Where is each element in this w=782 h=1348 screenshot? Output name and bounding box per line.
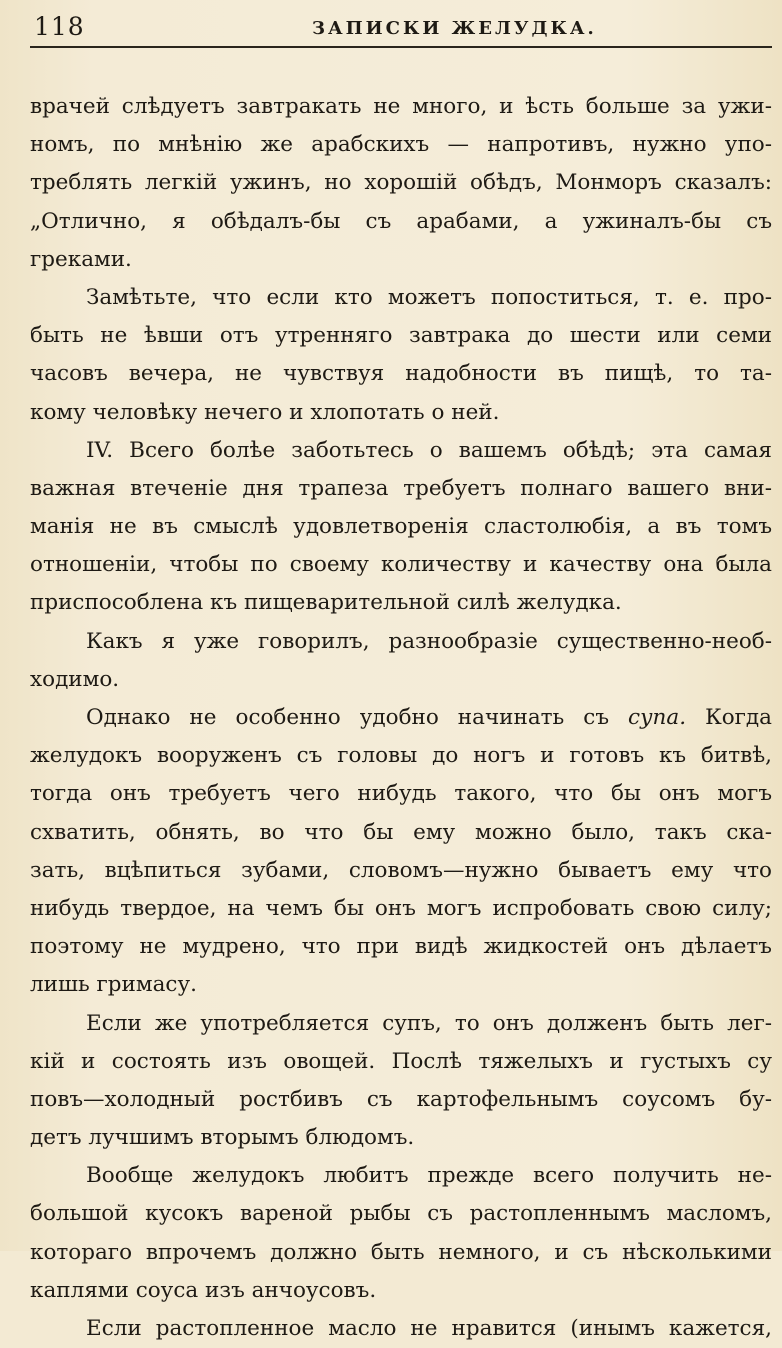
text-line: зать, вцѣпиться зубами, словомъ—нужно бываетъ ему что [30, 857, 772, 883]
body-text [30, 88, 772, 1348]
running-title: ЗАПИСКИ ЖЕЛУДКА. [312, 18, 597, 39]
italic-word: супа. [628, 705, 687, 730]
text-line: повъ—холодный ростбивъ съ картофельнымъ соусомъ бу- [30, 1086, 772, 1112]
text-line: быть не ѣвши отъ утренняго завтрака до шести или семи [30, 323, 772, 349]
text-line: IV. Всего болѣе заботьтесь о вашемъ обѣдѣ; эта самая [86, 437, 772, 463]
text-line-tail: Когда [686, 705, 772, 730]
text-line: врачей слѣдуетъ завтракать не много, и ѣсть больше за ужи- [30, 94, 772, 119]
text-line: поэтому не мудрено, что при видѣ жидкостей онъ дѣлаетъ [30, 934, 772, 960]
text-line: Вообще желудокъ любитъ прежде всего получить не- [86, 1163, 772, 1189]
text-line: отношеніи, чтобы по своему количеству и качеству она была [30, 552, 772, 578]
text-line: желудокъ вооруженъ съ головы до ногъ и готовъ къ битвѣ, [30, 743, 772, 769]
text-line: приспособлена къ пищеварительной силѣ желудка. [30, 590, 622, 616]
text-line: Если растопленное масло не нравится (инымъ кажется, [86, 1316, 772, 1341]
text-line: тогда онъ требуетъ чего нибудь такого, что бы онъ могъ [30, 781, 772, 807]
text-line: лишь гримасу. [30, 972, 197, 998]
page-number: 118 [34, 12, 85, 41]
text-line: большой кусокъ вареной рыбы съ растопленнымъ масломъ, [30, 1201, 772, 1227]
text-line: каплями соуса изъ анчоусовъ. [30, 1277, 377, 1303]
text-line: детъ лучшимъ вторымъ блюдомъ. [30, 1125, 415, 1151]
text-line: нибудь твердое, на чемъ бы онъ могъ испробовать свою силу; [30, 895, 772, 921]
text-line: номъ, по мнѣнію же арабскихъ — напротивъ, нужно упо- [30, 132, 772, 158]
text-line: Если же употребляется супъ, то онъ долженъ быть лег- [86, 1010, 772, 1036]
text-line: манія не въ смыслѣ удовлетворенія сластолюбія, а въ томъ [30, 514, 772, 540]
text-line: часовъ вечера, не чувствуя надобности въ пищѣ, то та- [30, 361, 772, 387]
text-line: Какъ я уже говорилъ, разнообразіе существенно-необ- [86, 628, 772, 654]
text-line: схватить, обнять, во что бы ему можно было, такъ ска- [30, 819, 772, 845]
text-line-head: Однако не особенно удобно начинать съ [86, 705, 629, 730]
text-line: кій и состоять изъ овощей. Послѣ тяжелыхъ и густыхъ су [30, 1048, 772, 1074]
text-line: котораго впрочемъ должно быть немного, и съ нѣсколькими [30, 1239, 772, 1265]
text-line: важная втеченіе дня трапеза требуетъ полнаго вашего вни- [30, 475, 772, 501]
text-line: „Отлично, я обѣдалъ-бы съ арабами, а ужиналъ-бы съ [30, 208, 772, 234]
page-header [30, 8, 772, 48]
text-line-mixed [30, 699, 772, 737]
text-line: Замѣтьте, что если кто можетъ попоститься, т. е. про- [86, 284, 772, 310]
text-line: греками. [30, 246, 132, 272]
text-line: кому человѣку нечего и хлопотать о ней. [30, 399, 500, 425]
text-line: треблять легкій ужинъ, но хорошій обѣдъ, Монморъ сказалъ: [30, 170, 772, 196]
header-rule [30, 46, 772, 48]
text-line: ходимо. [30, 666, 120, 692]
